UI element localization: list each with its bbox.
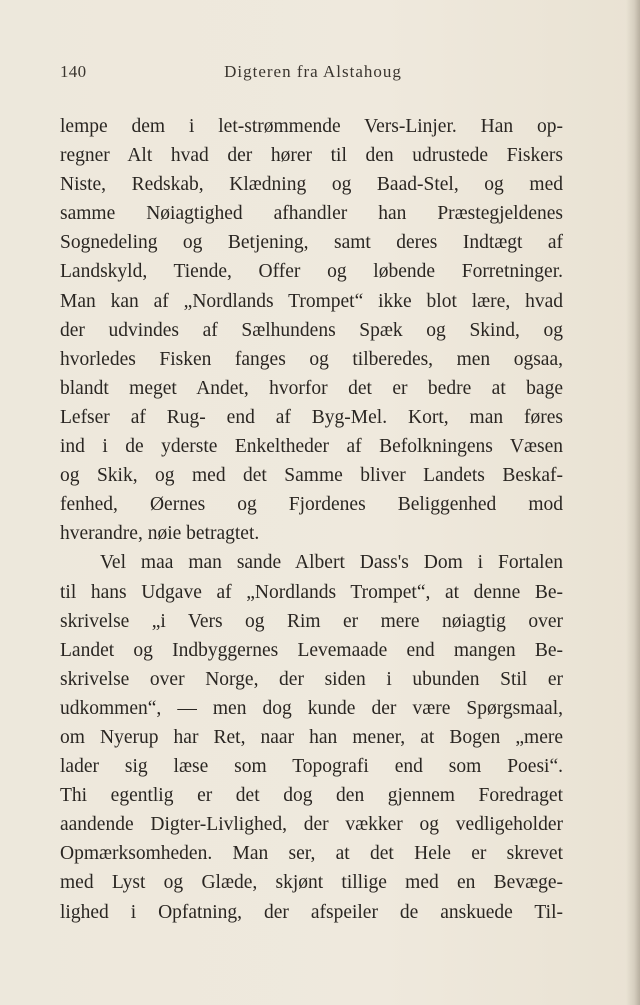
text-line: fenhed, Øernes og Fjordenes Beliggenhed mod <box>60 494 563 516</box>
text-line: Niste, Redskab, Klædning og Baad-Stel, og med <box>60 174 563 196</box>
page-edge-shadow <box>626 0 640 1005</box>
text-line: Man kan af „Nordlands Trompet“ ikke blot lære, hvad <box>60 290 563 312</box>
text-line: lempe dem i let-strømmende Vers-Linjer. Han op- <box>60 116 563 137</box>
text-line: der udvindes af Sælhundens Spæk og Skind, og <box>60 319 563 341</box>
text-line: lighed i Opfatning, der afspeiler de anskuede Til- <box>60 901 563 923</box>
text-line: blandt meget Andet, hvorfor det er bedre at bage <box>60 377 563 399</box>
text-line: Lefser af Rug- end af Byg-Mel. Kort, man føres <box>60 406 563 428</box>
text-line: Opmærksomheden. Man ser, at det Hele er skrevet <box>60 843 563 865</box>
text-line: Vel maa man sande Albert Dass's Dom i Fortalen <box>100 552 563 574</box>
text-line: Landskyld, Tiende, Offer og løbende Forretninger. <box>60 261 563 283</box>
body-text <box>60 112 563 927</box>
text-line: ind i de yderste Enkeltheder af Befolkningens Væsen <box>60 436 563 458</box>
text-line: skrivelse over Norge, der siden i ubunden Stil er <box>60 668 563 690</box>
text-line: Thi egentlig er det dog den gjennem Foredraget <box>60 785 563 807</box>
text-line: Landet og Indbyggernes Levemaade end mangen Be- <box>60 639 563 661</box>
page-header <box>60 62 566 86</box>
text-line: om Nyerup har Ret, naar han mener, at Bogen „mere <box>60 726 563 748</box>
text-line: med Lyst og Glæde, skjønt tillige med en Bevæge- <box>60 872 563 894</box>
text-line: Sognedeling og Betjening, samt deres Indtægt af <box>60 232 563 254</box>
text-line: hverandre, nøie betragtet. <box>60 523 260 545</box>
page-number: 140 <box>60 62 87 81</box>
running-title: Digteren fra Alstahoug <box>224 62 402 81</box>
text-line: skrivelse „i Vers og Rim er mere nøiagtig over <box>60 610 563 632</box>
text-line: regner Alt hvad der hører til den udrustede Fiskers <box>60 145 563 167</box>
text-line: aandende Digter-Livlighed, der vækker og vedligeholder <box>60 814 563 836</box>
text-line: udkommen“, — men dog kunde der være Spørgsmaal, <box>60 697 563 719</box>
text-line: til hans Udgave af „Nordlands Trompet“, at denne Be- <box>60 581 563 603</box>
text-line: samme Nøiagtighed afhandler han Præstegjeldenes <box>60 203 563 225</box>
text-line: lader sig læse som Topografi end som Poesi“. <box>60 756 563 778</box>
text-line: hvorledes Fisken fanges og tilberedes, men ogsaa, <box>60 348 563 370</box>
text-line: og Skik, og med det Samme bliver Landets Beskaf- <box>60 465 563 487</box>
